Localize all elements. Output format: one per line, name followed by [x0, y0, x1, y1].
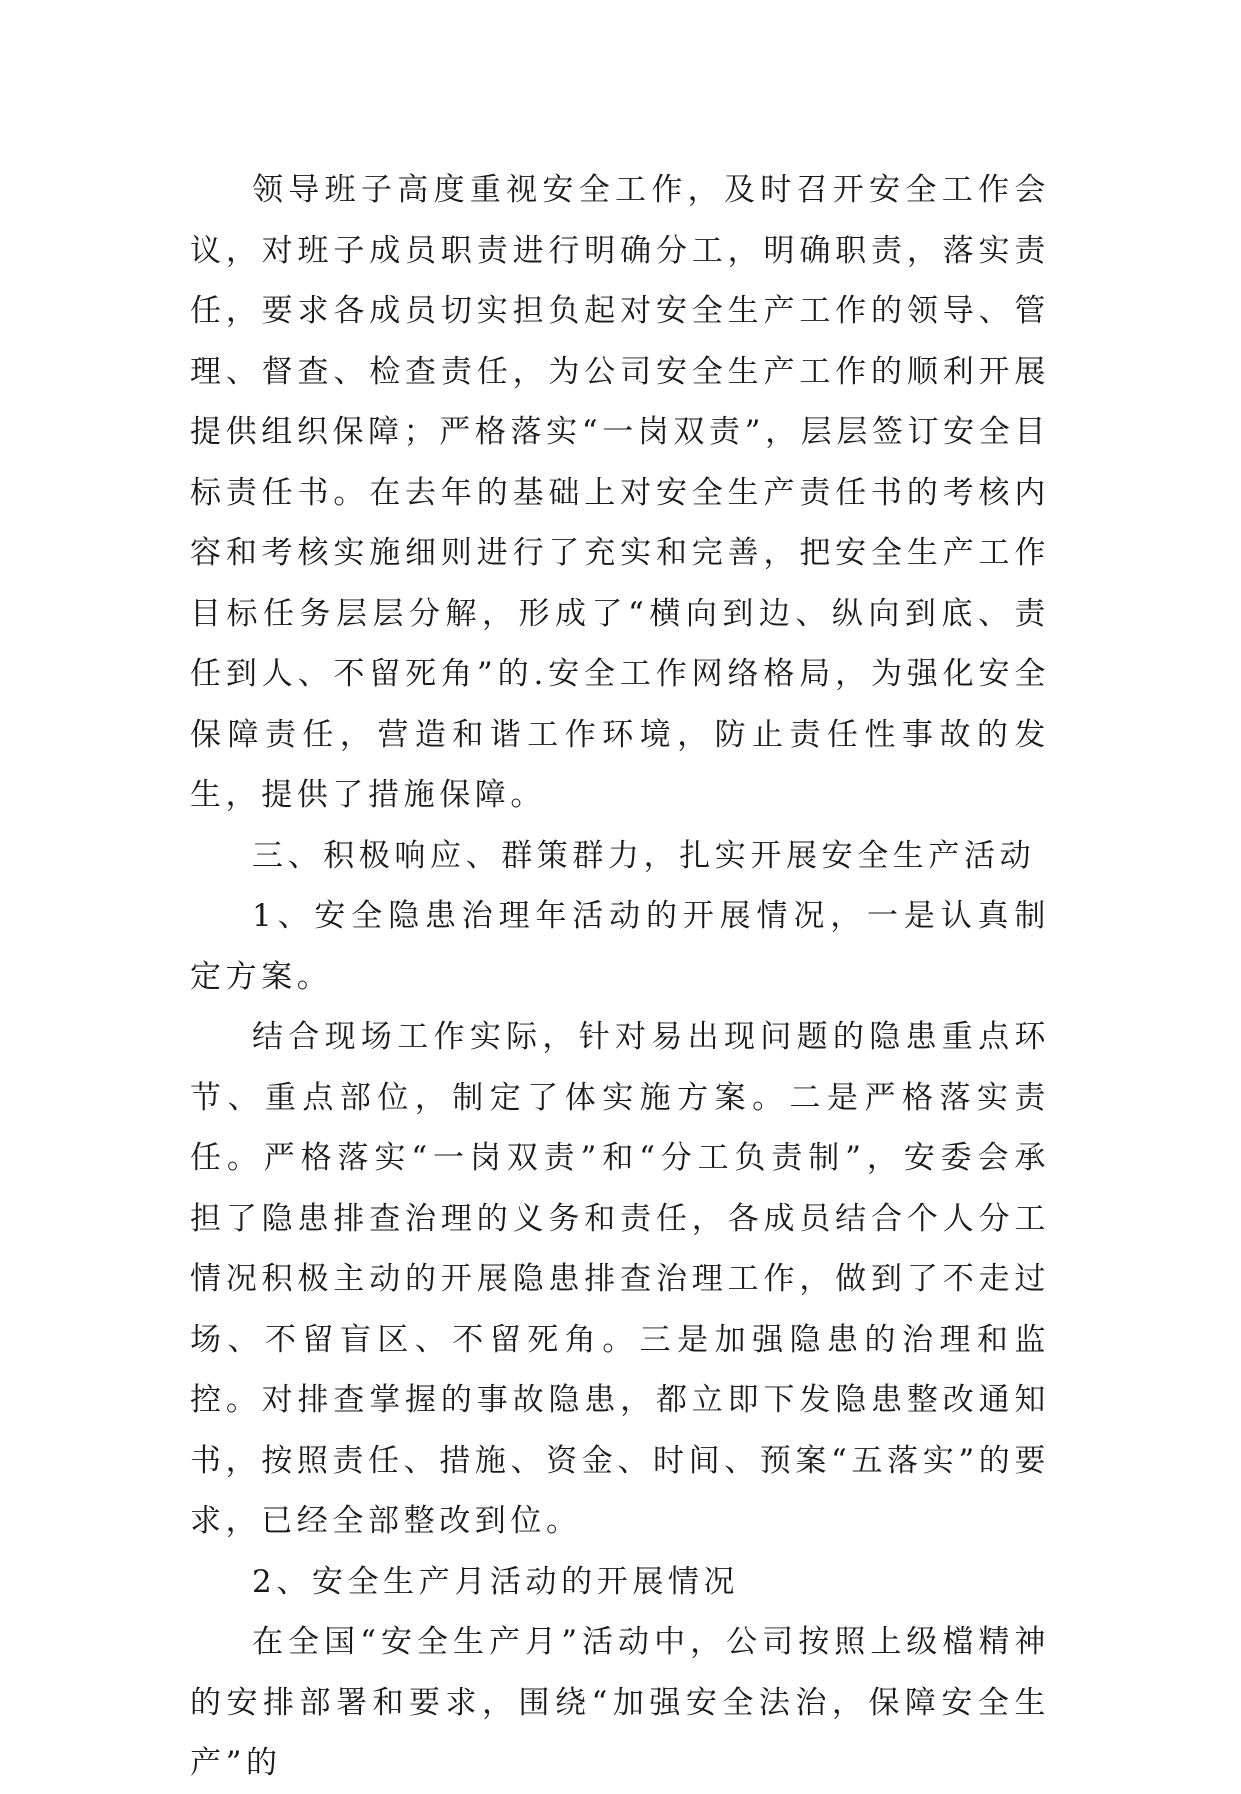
document-body — [190, 160, 1050, 1794]
subheading-hazard-year: 1、安全隐患治理年活动的开展情况，一是认真制定方案。 — [190, 898, 1050, 995]
paragraph-safety-month: 在全国“安全生产月”活动中，公司按照上级檔精神的安排部署和要求，围绕“加强安全法治，保障安全生产”的 — [190, 1624, 1050, 1781]
paragraph-leadership-responsibility: 领导班子高度重视安全工作，及时召开安全工作会议，对班子成员职责进行明确分工，明确职责，落实责任，要求各成员切实担负起对安全生产工作的领导、管理、督查、检查责任，为公司安全生产工作的顺利开展提供组织保障；严格落实“一岗双责”，层层签订安全目标责任书。在去年的基础上对安全生产责任书的考核内容和考核实施细则进行了充实和完善，把安全生产工作目标任务层层分解，形成了“横向到边、纵向到底、责任到人、不留死角”的.安全工作网络格局，为强化安全保障责任，营造和谐工作环境，防止责任性事故的发生，提供了措施保障。 — [190, 172, 1050, 813]
paragraph-hazard-treatment: 结合现场工作实际，针对易出现问题的隐患重点环节、重点部位，制定了体实施方案。二是严格落实责任。严格落实“一岗双责”和“分工负责制”，安委会承担了隐患排查治理的义务和责任，各成员结合个人分工情况积极主动的开展隐患排查治理工作，做到了不走过场、不留盲区、不留死角。三是加强隐患的治理和监控。对排查掌握的事故隐患，都立即下发隐患整改通知书，按照责任、措施、资金、时间、预案“五落实”的要求，已经全部整改到位。 — [190, 1019, 1050, 1539]
subheading-safety-month: 2、安全生产月活动的开展情况 — [252, 1563, 740, 1600]
section-heading-three: 三、积极响应、群策群力，扎实开展安全生产活动 — [252, 837, 1036, 874]
